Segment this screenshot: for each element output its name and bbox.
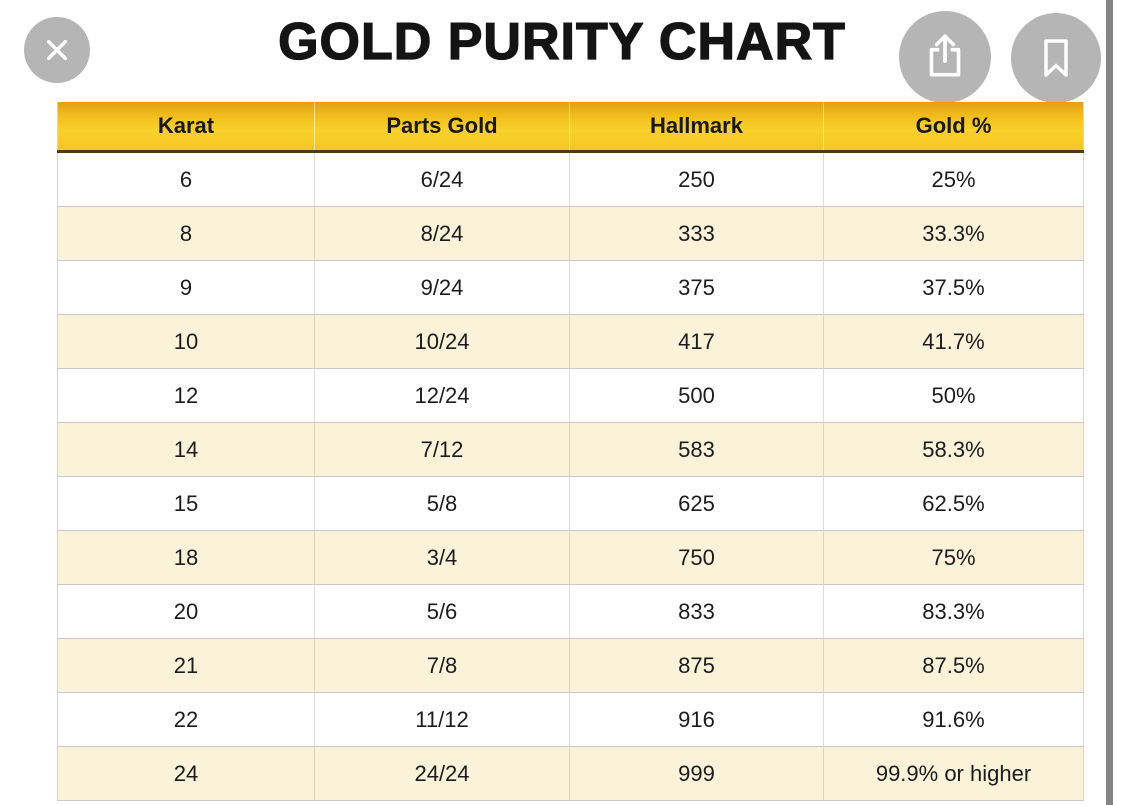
table-cell: 5/8 [315, 477, 570, 531]
close-icon [38, 31, 76, 69]
table-cell: 18 [58, 531, 315, 585]
table-cell: 417 [570, 315, 824, 369]
table-cell: 6 [58, 152, 315, 207]
table-cell: 8/24 [315, 207, 570, 261]
table-cell: 41.7% [824, 315, 1084, 369]
table-cell: 87.5% [824, 639, 1084, 693]
table-cell: 625 [570, 477, 824, 531]
table-cell: 999 [570, 747, 824, 801]
table-cell: 21 [58, 639, 315, 693]
table-cell: 6/24 [315, 152, 570, 207]
table-cell: 37.5% [824, 261, 1084, 315]
table-cell: 500 [570, 369, 824, 423]
table-cell: 83.3% [824, 585, 1084, 639]
column-header-hallmark: Hallmark [570, 102, 824, 152]
table-row [58, 747, 1084, 801]
table-cell: 14 [58, 423, 315, 477]
table-body [58, 152, 1084, 801]
table-row [58, 369, 1084, 423]
table-cell: 24 [58, 747, 315, 801]
table-cell: 7/8 [315, 639, 570, 693]
table-cell: 10/24 [315, 315, 570, 369]
table-cell: 22 [58, 693, 315, 747]
table-cell: 9/24 [315, 261, 570, 315]
table-cell: 7/12 [315, 423, 570, 477]
table-row [58, 531, 1084, 585]
table-cell: 99.9% or higher [824, 747, 1084, 801]
table-row [58, 315, 1084, 369]
scrollbar[interactable] [1106, 0, 1113, 805]
page-title: GOLD PURITY CHART [278, 13, 846, 71]
table-cell: 15 [58, 477, 315, 531]
table-cell: 24/24 [315, 747, 570, 801]
table-cell: 916 [570, 693, 824, 747]
bookmark-button[interactable] [1011, 13, 1101, 103]
table-cell: 12 [58, 369, 315, 423]
gold-purity-table [57, 102, 1084, 801]
table-cell: 333 [570, 207, 824, 261]
table-cell: 250 [570, 152, 824, 207]
column-header-karat: Karat [58, 102, 315, 152]
table-cell: 20 [58, 585, 315, 639]
table-cell: 375 [570, 261, 824, 315]
table-cell: 50% [824, 369, 1084, 423]
table-cell: 3/4 [315, 531, 570, 585]
table-cell: 12/24 [315, 369, 570, 423]
table-row [58, 585, 1084, 639]
table-cell: 33.3% [824, 207, 1084, 261]
table-row [58, 207, 1084, 261]
table-cell: 11/12 [315, 693, 570, 747]
table-cell: 25% [824, 152, 1084, 207]
table-cell: 583 [570, 423, 824, 477]
close-button[interactable] [24, 17, 90, 83]
table-cell: 10 [58, 315, 315, 369]
table-cell: 91.6% [824, 693, 1084, 747]
table-cell: 75% [824, 531, 1084, 585]
table-cell: 875 [570, 639, 824, 693]
table-row [58, 477, 1084, 531]
share-icon [919, 31, 971, 83]
table-row [58, 261, 1084, 315]
table-row [58, 693, 1084, 747]
share-button[interactable] [899, 11, 991, 103]
table-cell: 750 [570, 531, 824, 585]
table-row [58, 423, 1084, 477]
column-header-gold-percent: Gold % [824, 102, 1084, 152]
table-row [58, 152, 1084, 207]
bookmark-icon [1031, 33, 1081, 83]
table-header-row [58, 102, 1084, 152]
column-header-parts-gold: Parts Gold [315, 102, 570, 152]
table-cell: 58.3% [824, 423, 1084, 477]
table-cell: 62.5% [824, 477, 1084, 531]
table-row [58, 639, 1084, 693]
table-cell: 9 [58, 261, 315, 315]
table-cell: 8 [58, 207, 315, 261]
table-cell: 5/6 [315, 585, 570, 639]
table-cell: 833 [570, 585, 824, 639]
